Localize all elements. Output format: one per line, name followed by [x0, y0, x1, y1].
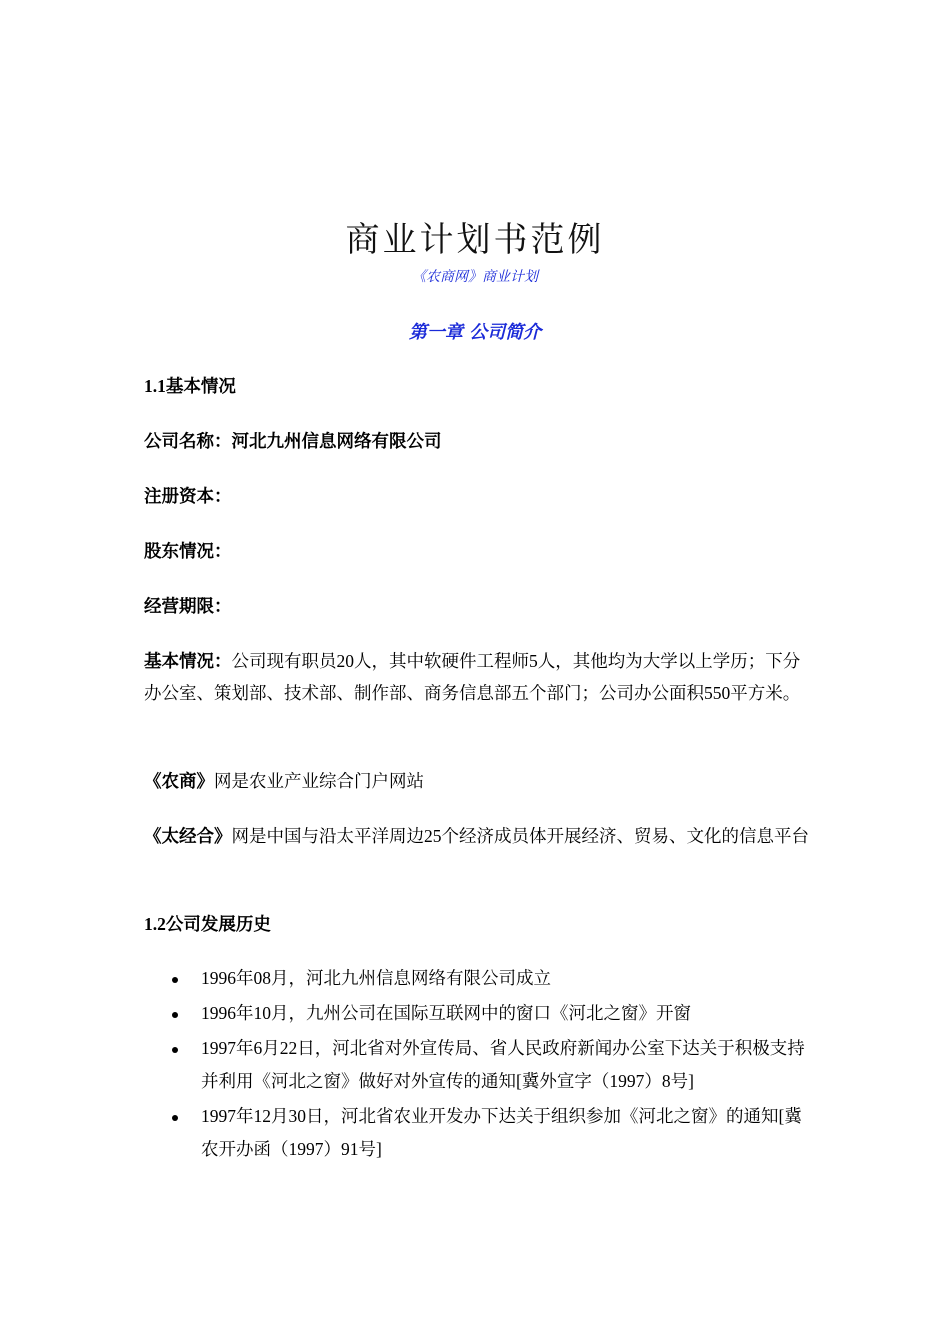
operating-period-label: 经营期限：	[144, 596, 232, 616]
document-subtitle: 《农商网》商业计划	[412, 269, 538, 285]
section-heading-1-2: 1.2公司发展历史	[144, 914, 271, 934]
section-heading-1-1: 1.1基本情况	[144, 376, 236, 396]
document-title: 商业计划书范例	[345, 220, 605, 260]
nongshang-paragraph	[144, 765, 809, 797]
company-name-label: 公司名称：	[144, 431, 232, 451]
company-name-value: 河北九州信息网络有限公司	[231, 431, 442, 451]
bullet-icon	[172, 1115, 178, 1121]
shareholders-label: 股东情况：	[144, 541, 232, 561]
taijinghe-description: 网是中国与沿太平洋周边25个经济成员体开展经济、贸易、文化的信息平台	[231, 826, 809, 846]
taijinghe-name: 《太经合》	[144, 826, 232, 846]
basic-info-paragraph	[144, 645, 809, 709]
bullet-icon	[172, 1047, 178, 1053]
company-name-row	[144, 425, 809, 457]
basic-info-label: 基本情况：	[144, 651, 232, 671]
list-item: 1996年10月，九州公司在国际互联网中的窗口《河北之窗》开窗	[144, 997, 809, 1030]
nongshang-name: 《农商》	[144, 771, 214, 791]
chapter-heading: 第一章 公司简介	[408, 322, 542, 343]
bullet-icon	[172, 977, 178, 983]
list-item: 1996年08月，河北九州信息网络有限公司成立	[144, 962, 809, 995]
list-item: 1997年6月22日，河北省对外宣传局、省人民政府新闻办公室下达关于积极支持并利用《河北之窗》做好对外宣传的通知[冀外宣字（1997）8号]	[144, 1032, 809, 1098]
registered-capital-label: 注册资本：	[144, 486, 232, 506]
history-list	[144, 962, 809, 1168]
nongshang-description: 网是农业产业综合门户网站	[214, 771, 424, 791]
basic-info-text: 公司现有职员20人，其中软硬件工程师5人，其他均为大学以上学历；下分办公室、策划部、技术部、制作部、商务信息部五个部门；公司办公面积550平方米。	[144, 651, 801, 703]
list-item: 1997年12月30日，河北省农业开发办下达关于组织参加《河北之窗》的通知[冀农开办函（1997）91号]	[144, 1100, 809, 1166]
bullet-icon	[172, 1012, 178, 1018]
taijinghe-paragraph	[144, 820, 809, 852]
